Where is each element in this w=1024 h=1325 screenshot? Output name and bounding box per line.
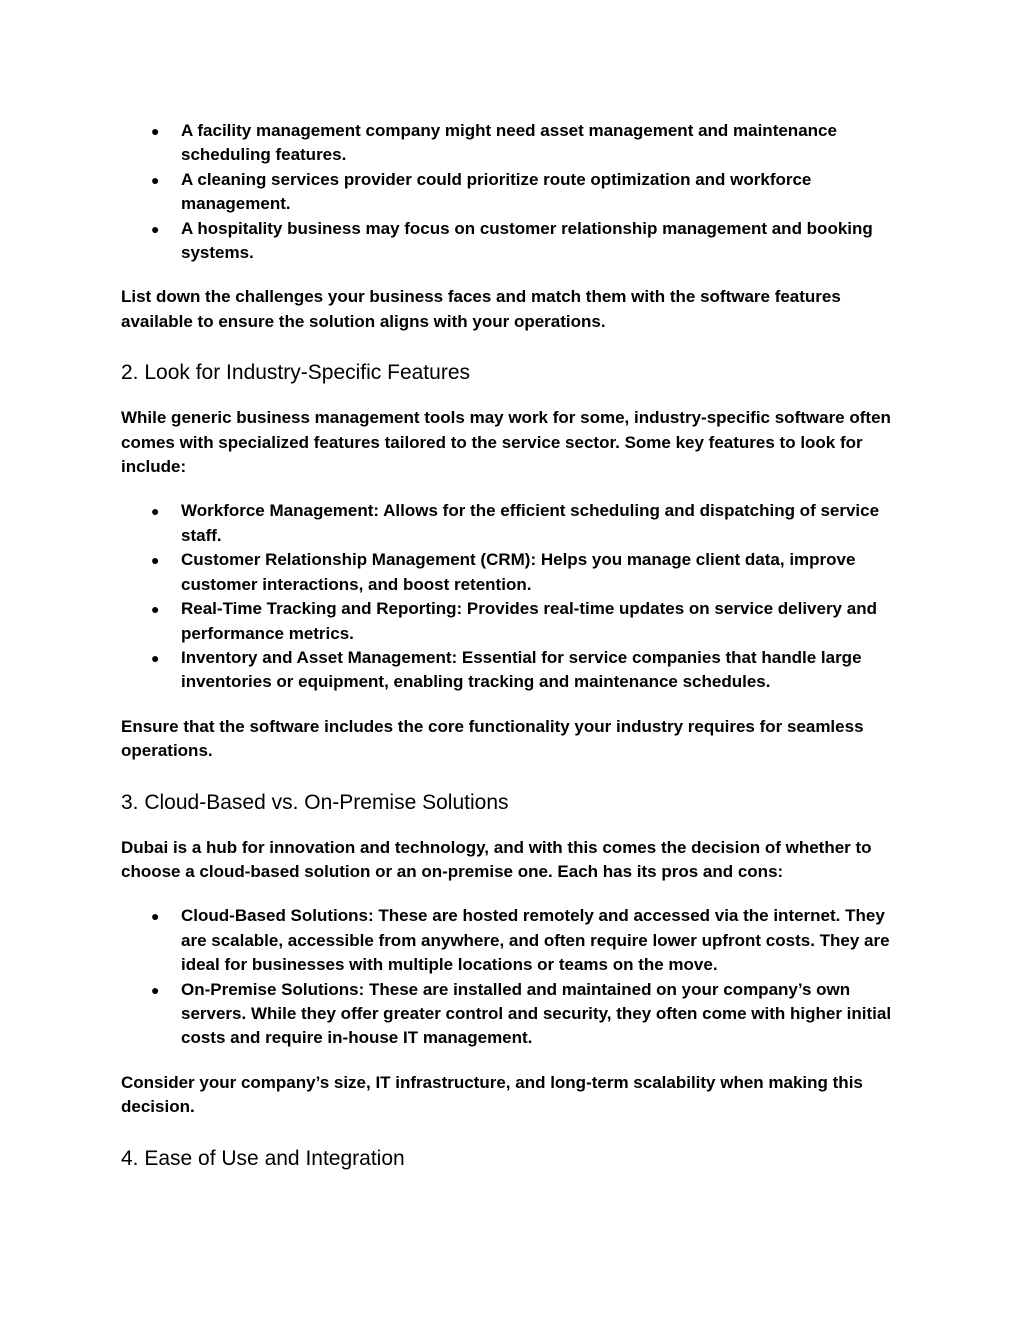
section-3-bullet-list (121, 904, 911, 1050)
list-item (121, 499, 911, 548)
bullet-icon: ● (151, 601, 160, 618)
list-item-text: On-Premise Solutions: These are installed and maintained on your company’s own servers. While they offer greater control and security, they often come with higher initial costs and require in-house IT management. (181, 979, 892, 1048)
section-3-intro-paragraph: Dubai is a hub for innovation and technology, and with this comes the decision of whether to choose a cloud-based solution or an on-premise one. Each has its pros and cons: (121, 837, 872, 881)
bullet-icon: ● (151, 123, 160, 139)
section-2-bullet-list (121, 499, 911, 694)
list-item-text: A cleaning services provider could prioritize route optimization and workforce management. (181, 169, 812, 214)
list-item-text: Real-Time Tracking and Reporting: Provides real-time updates on service delivery and performance metrics. (181, 599, 877, 643)
bullet-icon: ● (151, 220, 160, 237)
list-item-text: Inventory and Asset Management: Essential for service companies that handle large inventories or equipment, enabling tracking and maintenance schedules. (181, 647, 862, 692)
bullet-icon: ● (151, 908, 160, 925)
section-2-heading: 2. Look for Industry-Specific Features (121, 361, 470, 385)
bullet-icon: ● (151, 171, 160, 188)
list-item (121, 904, 911, 977)
list-item (121, 548, 911, 597)
intro-closing-paragraph: List down the challenges your business faces and match them with the software features available to ensure the solution aligns with your operations. (121, 287, 841, 331)
bullet-icon: ● (151, 981, 160, 998)
list-item-text: Customer Relationship Management (CRM): Helps you manage client data, improve customer interactions, and boost retention. (181, 550, 856, 594)
list-item (121, 119, 911, 168)
list-item-text: Cloud-Based Solutions: These are hosted remotely and accessed via the internet. They are scalable, accessible from anywhere, and often require lower upfront costs. They are ideal for businesses with multiple locations or teams on the move. (181, 906, 890, 975)
list-item-text: Workforce Management: Allows for the efficient scheduling and dispatching of service staff. (181, 501, 880, 545)
list-item (121, 978, 911, 1051)
document-page (121, 119, 911, 1174)
list-item (121, 646, 911, 695)
list-item (121, 217, 911, 266)
section-2-intro-paragraph: While generic business management tools may work for some, industry-specific software often comes with specialized features tailored to the service sector. Some key features to look for include: (121, 408, 891, 477)
list-item (121, 168, 911, 217)
section-3-closing-paragraph: Consider your company’s size, IT infrastructure, and long-term scalability when making this decision. (121, 1072, 863, 1117)
list-item-text: A facility management company might need asset management and maintenance scheduling features. (181, 121, 837, 165)
bullet-icon: ● (151, 503, 160, 520)
intro-bullet-list (121, 119, 911, 265)
section-3-heading: 3. Cloud-Based vs. On-Premise Solutions (121, 790, 509, 814)
list-item-text: A hospitality business may focus on customer relationship management and booking systems. (181, 218, 873, 263)
bullet-icon: ● (151, 552, 160, 569)
section-2-closing-paragraph: Ensure that the software includes the core functionality your industry requires for seamless operations. (121, 716, 864, 761)
list-item (121, 597, 911, 646)
section-4-heading: 4. Ease of Use and Integration (121, 1146, 405, 1170)
bullet-icon: ● (151, 649, 160, 666)
